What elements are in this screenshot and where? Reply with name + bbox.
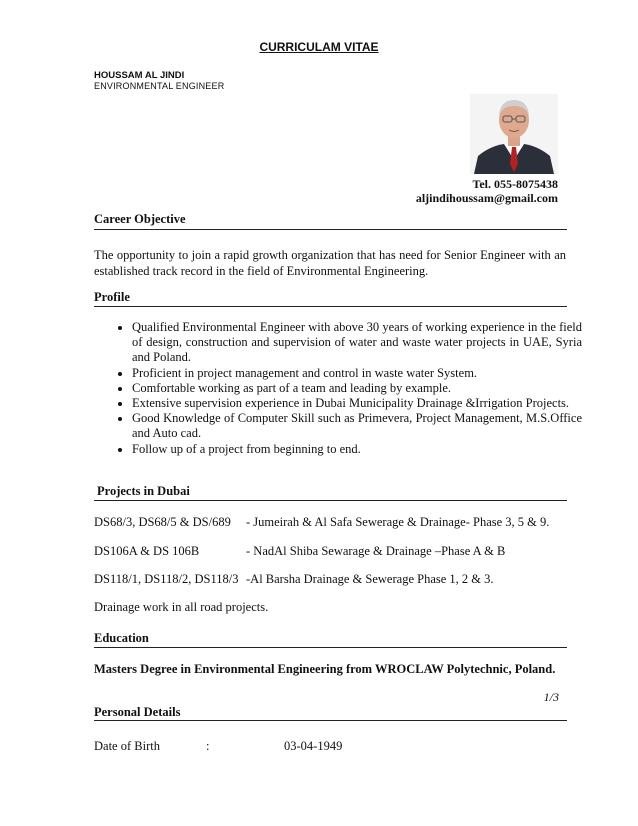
profile-item: • Good Knowledge of Computer Skill such as Primevera, Project Management, M.S.Office and Auto cad. [132,411,582,441]
candidate-name: HOUSSAM AL JINDI [94,70,185,81]
dob-label: Date of Birth [94,739,160,753]
personal-details-heading: Personal Details [94,705,181,719]
project-row [94,544,505,559]
portrait-image [470,94,558,174]
dob-value: 03-04-1949 [284,739,343,753]
career-objective-heading: Career Objective [94,212,186,226]
profile-item: • Qualified Environmental Engineer with above 30 years of working experience in the field of design, construction and supervision of water and waste water projects in UAE, Syria and Poland. [132,320,582,366]
project-row [94,572,494,587]
project-description: - Jumeirah & Al Safa Sewerage & Drainage- Phase 3, 5 & 9. [246,515,550,529]
section-divider [94,720,567,721]
page-number: 1/3 [543,690,559,704]
section-divider [94,500,567,501]
contact-email: aljindihoussam@gmail.com [415,191,558,205]
project-code: DS106A & DS 106B [94,544,200,558]
project-code: DS118/1, DS118/2, DS118/3 [94,572,239,586]
candidate-role: ENVIRONMENTAL ENGINEER [94,81,225,91]
project-row [94,515,549,530]
education-degree: Masters Degree in Environmental Engineering from WROCLAW Polytechnic, Poland. [94,662,556,676]
profile-photo [470,94,558,174]
profile-item: • Extensive supervision experience in Dubai Municipality Drainage &Irrigation Projects. [132,396,582,411]
section-divider [94,647,567,648]
section-divider [94,306,567,307]
contact-phone: Tel. 055-8075438 [472,177,558,191]
project-description: -Al Barsha Drainage & Sewerage Phase 1, 2 & 3. [246,572,494,586]
projects-heading: Projects in Dubai [97,484,190,498]
section-divider [94,229,567,230]
profile-item: • Comfortable working as part of a team and leading by example. [132,381,582,396]
profile-item: • Follow up of a project from beginning to end. [132,442,582,457]
project-description: - NadAl Shiba Sewarage & Drainage –Phase A & B [246,544,506,558]
profile-list [116,320,582,457]
project-code: DS68/3, DS68/5 & DS/689 [94,515,231,529]
dob-separator: : [206,739,210,753]
document-title: CURRICULAM VITAE [259,40,379,54]
education-heading: Education [94,631,149,645]
profile-heading: Profile [94,290,130,304]
profile-item: • Proficient in project management and control in waste water System. [132,366,582,381]
career-objective-text: The opportunity to join a rapid growth organization that has need for Senior Engineer with an established track record in the field of Environmental Engineering. [94,248,566,278]
projects-note: Drainage work in all road projects. [94,600,269,614]
